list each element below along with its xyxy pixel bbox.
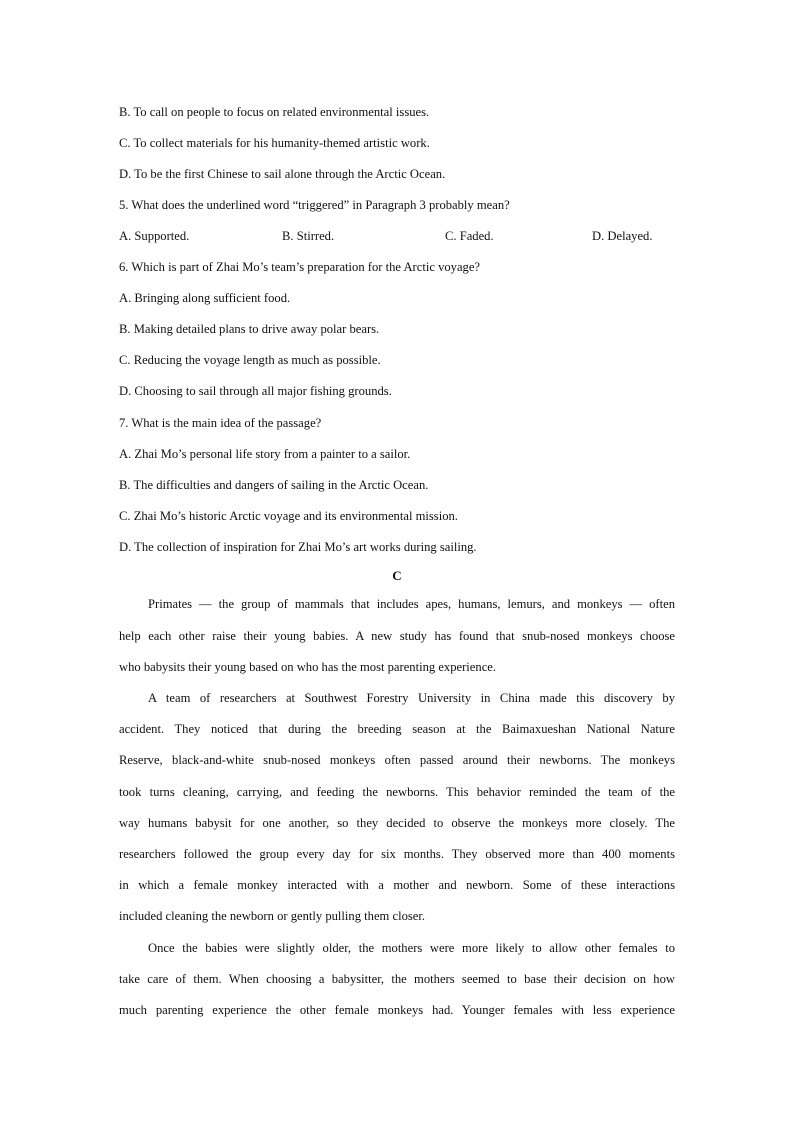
q7-stem: 7. What is the main idea of the passage?	[119, 416, 322, 430]
q7-option-d: D. The collection of inspiration for Zhai Mo’s art works during sailing.	[119, 540, 477, 554]
p2-line-2: accident. They noticed that during the breeding season at the Baimaxueshan National Nature	[119, 722, 675, 736]
q6-option-a: A. Bringing along sufficient food.	[119, 291, 291, 305]
q6-option-b: B. Making detailed plans to drive away polar bears.	[119, 322, 380, 336]
q5-option-a: A. Supported.	[119, 229, 190, 243]
p2-line-6: researchers followed the group every day for six months. They observed more than 400 moments	[119, 847, 675, 861]
q5-option-b: B. Stirred.	[282, 229, 335, 243]
section-c-heading: C	[392, 568, 402, 583]
p3-line-2: take care of them. When choosing a babysitter, the mothers seemed to base their decision on how	[119, 972, 675, 986]
p2-line-4: took turns cleaning, carrying, and feeding the newborns. This behavior reminded the team of the	[119, 785, 675, 799]
q7-option-c: C. Zhai Mo’s historic Arctic voyage and its environmental mission.	[119, 509, 458, 523]
q7-option-a: A. Zhai Mo’s personal life story from a painter to a sailor.	[119, 447, 411, 461]
q7-option-b: B. The difficulties and dangers of sailing in the Arctic Ocean.	[119, 478, 429, 492]
p2-line-3: Reserve, black-and-white snub-nosed monkeys often passed around their newborns. The monkeys	[119, 753, 675, 767]
q4-option-b: B. To call on people to focus on related environmental issues.	[119, 105, 430, 119]
p3-line-3: much parenting experience the other female monkeys had. Younger females with less experience	[119, 1003, 675, 1017]
p2-line-7: in which a female monkey interacted with a mother and newborn. Some of these interactions	[119, 878, 675, 892]
q5-stem: 5. What does the underlined word “triggered” in Paragraph 3 probably mean?	[119, 198, 510, 212]
p2-line-8: included cleaning the newborn or gently pulling them closer.	[119, 909, 426, 923]
p1-line-3: who babysits their young based on who has the most parenting experience.	[119, 660, 497, 674]
q4-option-c: C. To collect materials for his humanity-themed artistic work.	[119, 136, 430, 150]
q6-option-c: C. Reducing the voyage length as much as possible.	[119, 353, 381, 367]
q5-option-d: D. Delayed.	[592, 229, 653, 243]
p2-line-1: A team of researchers at Southwest Forestry University in China made this discovery by	[148, 691, 675, 705]
p1-line-2: help each other raise their young babies. A new study has found that snub-nosed monkeys choose	[119, 629, 675, 643]
q6-option-d: D. Choosing to sail through all major fishing grounds.	[119, 384, 392, 398]
q6-stem: 6. Which is part of Zhai Mo’s team’s preparation for the Arctic voyage?	[119, 260, 481, 274]
q5-option-c: C. Faded.	[445, 229, 494, 243]
p3-line-1: Once the babies were slightly older, the mothers were more likely to allow other females to	[148, 941, 675, 955]
q4-option-d: D. To be the first Chinese to sail alone through the Arctic Ocean.	[119, 167, 446, 181]
p2-line-5: way humans babysit for one another, so they decided to observe the monkeys more closely. The	[119, 816, 675, 830]
p1-line-1: Primates — the group of mammals that includes apes, humans, lemurs, and monkeys — often	[148, 597, 675, 611]
